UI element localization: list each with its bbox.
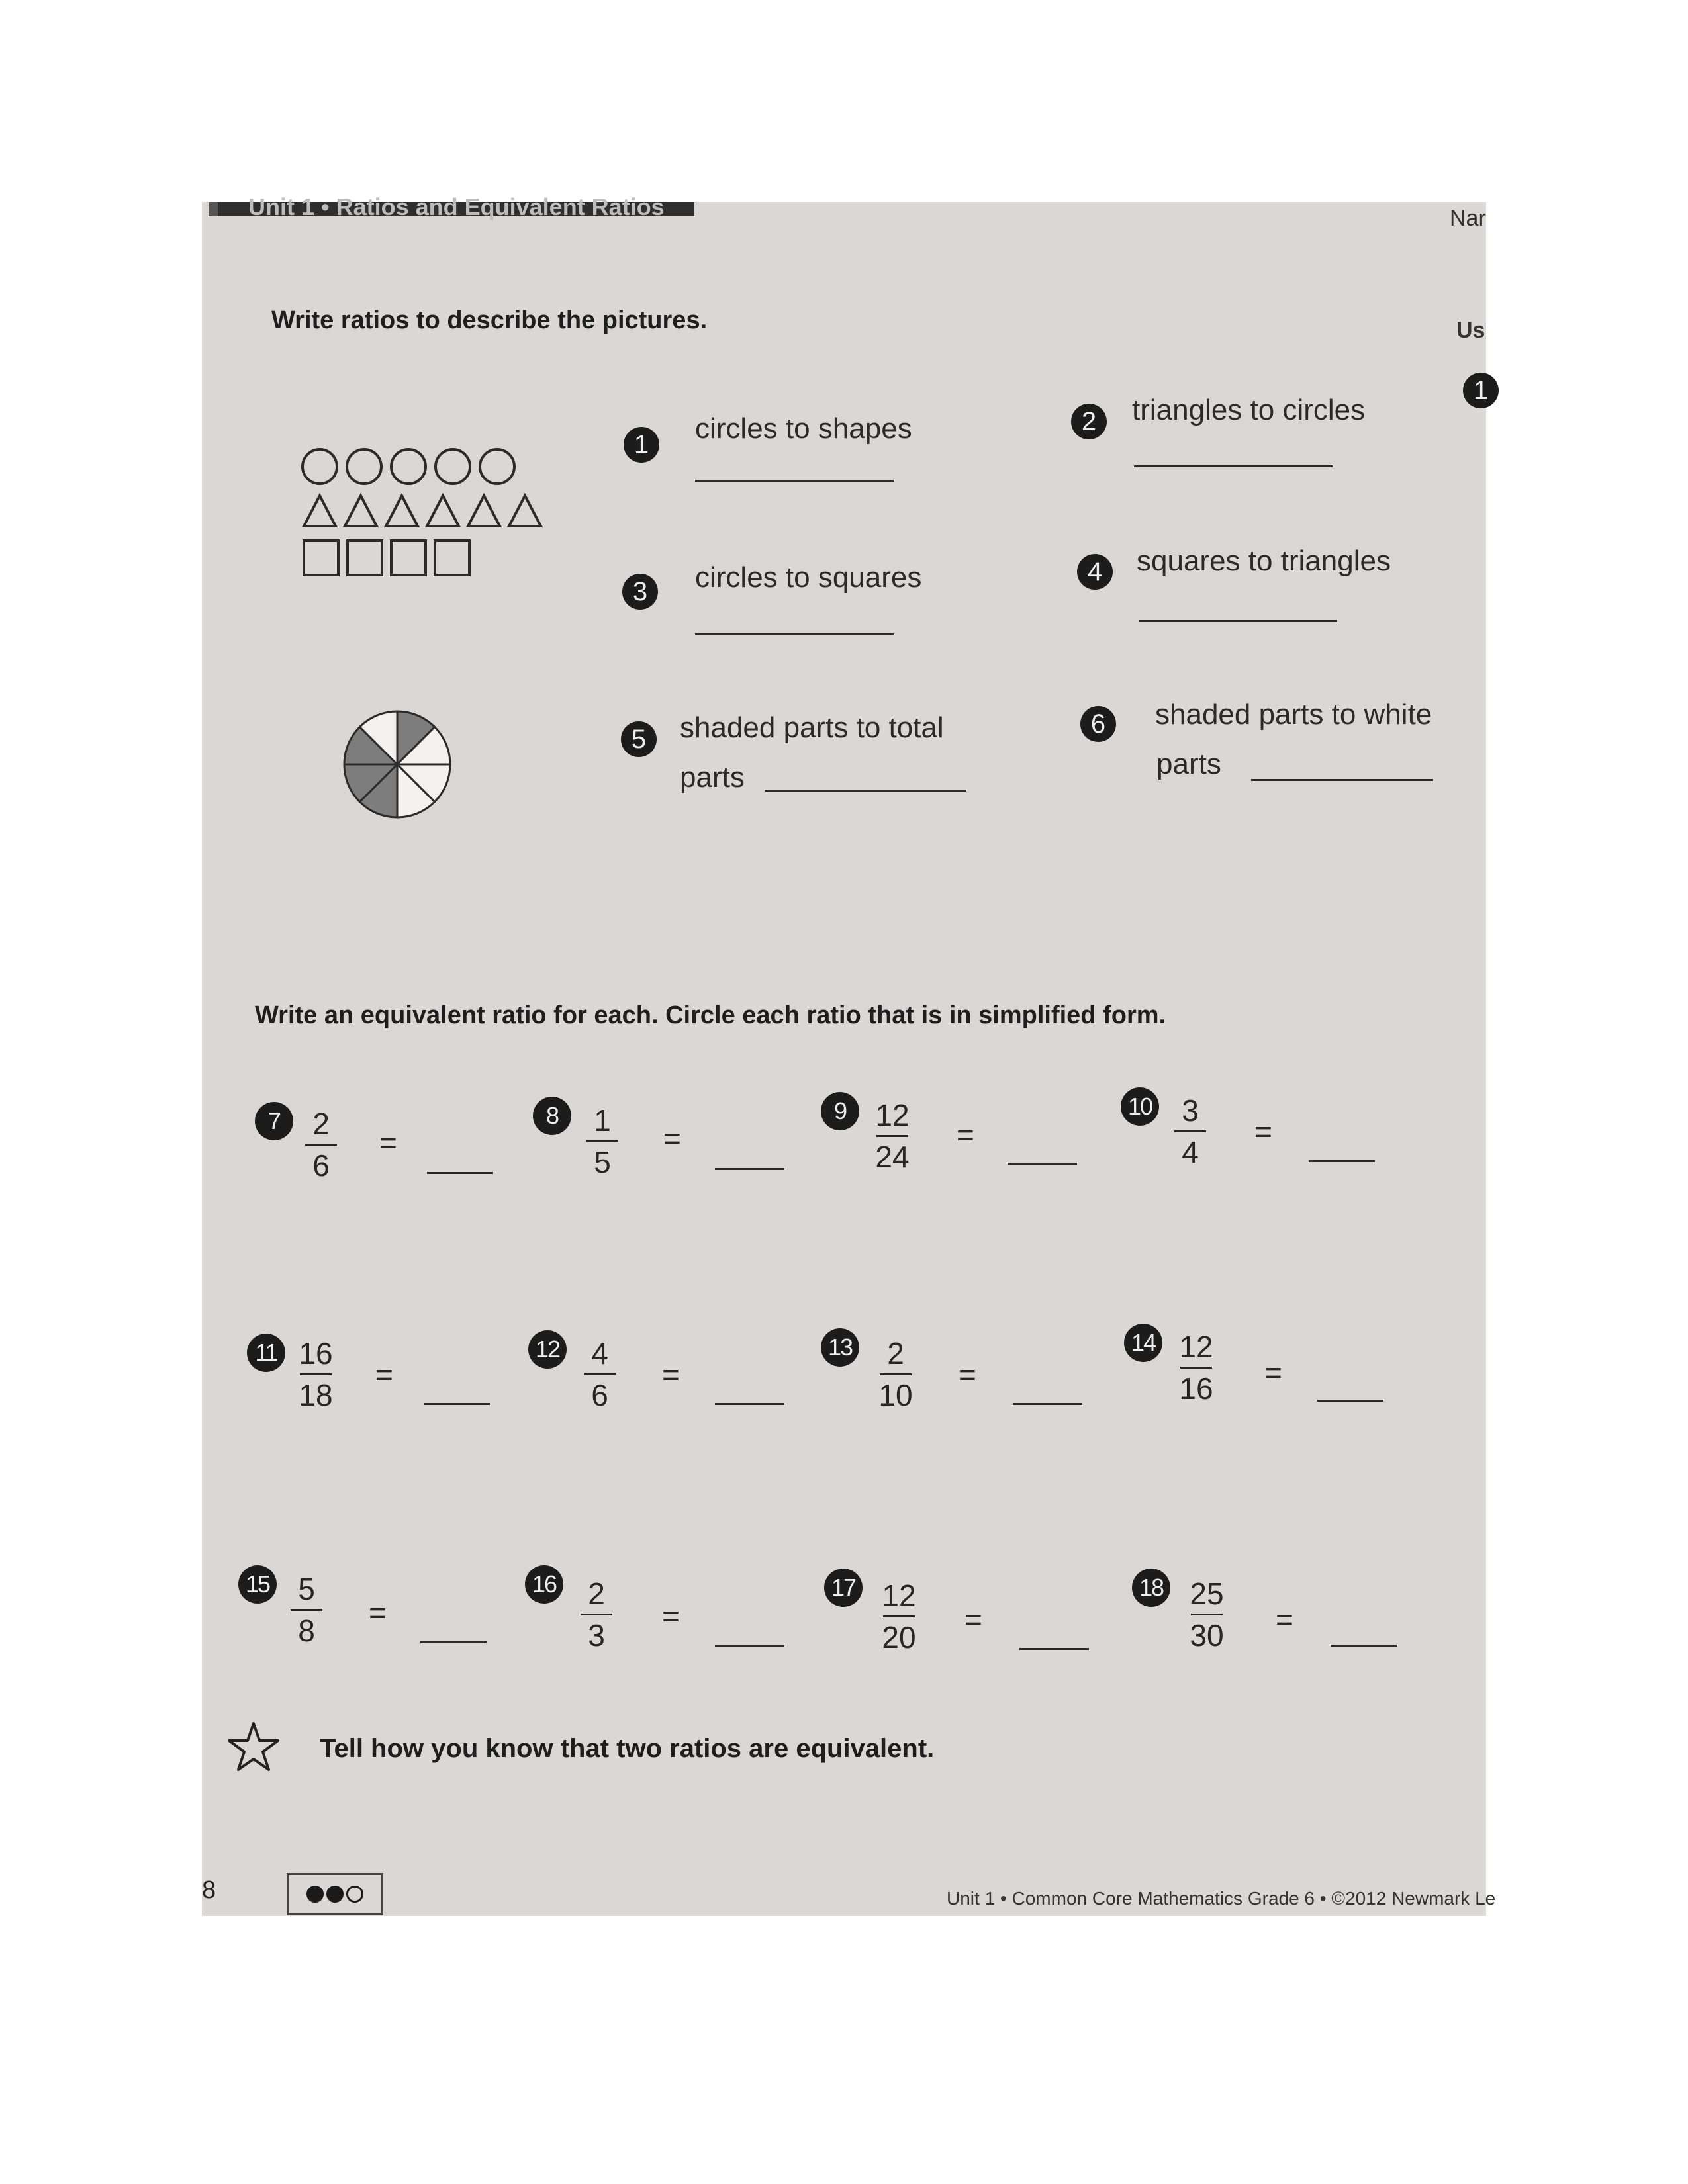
circle-shape-5 — [480, 449, 514, 484]
star-icon — [227, 1721, 280, 1774]
difficulty-dot-filled — [326, 1886, 344, 1903]
ratio-fraction[interactable] — [1180, 1575, 1233, 1654]
triangle-shape-5 — [468, 496, 500, 526]
triangle-shape-2 — [345, 496, 377, 526]
difficulty-dot-empty — [346, 1886, 363, 1903]
ratio-fraction[interactable] — [570, 1575, 623, 1654]
question-number-badge: 2 — [1071, 404, 1107, 439]
ratio-fraction[interactable] — [1170, 1328, 1223, 1407]
question-number-badge: 7 — [255, 1102, 293, 1140]
fraction-numerator: 12 — [882, 1578, 916, 1613]
question-number-badge: 13 — [821, 1328, 859, 1367]
ratio-fraction[interactable] — [295, 1105, 348, 1184]
triangle-shape-3 — [386, 496, 418, 526]
equivalent-ratio-blank[interactable] — [1309, 1160, 1375, 1162]
equals-sign: = — [662, 1599, 680, 1633]
page-number: 8 — [202, 1876, 216, 1904]
square-shape-3 — [391, 541, 426, 575]
footer-credit: Unit 1 • Common Core Mathematics Grade 6 • ©2012 Newmark Le — [947, 1888, 1496, 1909]
equivalent-ratio-blank[interactable] — [1013, 1403, 1082, 1405]
equivalent-ratio-blank[interactable] — [715, 1645, 784, 1647]
equals-sign: = — [375, 1357, 393, 1392]
shapes-picture — [301, 447, 546, 586]
ratio-fraction[interactable] — [576, 1102, 629, 1181]
question-number-badge: 3 — [622, 574, 658, 610]
equivalent-ratio-blank[interactable] — [1331, 1645, 1397, 1647]
difficulty-dot-filled — [306, 1886, 324, 1903]
question-number-badge: 5 — [621, 721, 657, 757]
fraction-bar — [1174, 1130, 1206, 1132]
fraction-numerator: 12 — [1179, 1330, 1213, 1364]
fraction-numerator: 16 — [299, 1336, 333, 1371]
circle-shape-3 — [391, 449, 426, 484]
fraction-bar — [876, 1135, 908, 1137]
question-number-badge: 4 — [1077, 554, 1113, 590]
fraction-denominator: 3 — [588, 1618, 605, 1653]
fraction-denominator: 6 — [312, 1148, 330, 1183]
equals-sign: = — [662, 1357, 680, 1392]
name-field-fragment: Nar — [1450, 206, 1486, 231]
question-number-badge: 11 — [247, 1334, 285, 1372]
fraction-bar — [880, 1373, 912, 1375]
fraction-denominator: 30 — [1190, 1618, 1224, 1653]
ratio-fraction[interactable] — [289, 1335, 342, 1414]
triangle-shape-1 — [304, 496, 336, 526]
equals-sign: = — [1264, 1355, 1282, 1390]
fraction-bar — [581, 1614, 612, 1615]
question-number-badge: 16 — [525, 1565, 563, 1604]
fraction-numerator: 2 — [588, 1576, 605, 1611]
question-2-answer-blank[interactable] — [1134, 465, 1333, 467]
question-6-answer-blank[interactable] — [1251, 779, 1433, 781]
fraction-numerator: 25 — [1190, 1576, 1224, 1611]
right-page-badge-fragment: 1 — [1463, 373, 1499, 408]
fraction-bar — [305, 1144, 337, 1146]
ratio-fraction[interactable] — [872, 1577, 925, 1656]
question-number-badge: 14 — [1124, 1324, 1162, 1362]
square-shape-2 — [348, 541, 382, 575]
ratio-fraction[interactable] — [866, 1097, 919, 1175]
fraction-denominator: 16 — [1179, 1371, 1213, 1406]
fraction-denominator: 6 — [591, 1378, 608, 1412]
fraction-numerator: 1 — [594, 1103, 611, 1138]
equals-sign: = — [1254, 1115, 1272, 1149]
equivalent-ratio-blank[interactable] — [420, 1641, 487, 1643]
equivalent-ratio-blank[interactable] — [427, 1172, 493, 1174]
ratio-fraction[interactable] — [869, 1335, 922, 1414]
fraction-bar — [1180, 1367, 1212, 1369]
question-5-prompt: shaded parts to total — [680, 711, 944, 744]
equals-sign: = — [1276, 1602, 1293, 1637]
question-number-badge: 9 — [821, 1092, 859, 1130]
question-number-badge: 8 — [533, 1097, 571, 1135]
equivalent-ratio-blank[interactable] — [1008, 1163, 1077, 1165]
fraction-bar — [584, 1373, 616, 1375]
equivalent-ratio-blank[interactable] — [715, 1403, 784, 1405]
right-page-heading-fragment: Us — [1456, 318, 1485, 343]
question-4-prompt: squares to triangles — [1137, 545, 1391, 577]
question-2-prompt: triangles to circles — [1132, 394, 1366, 426]
fraction-bar — [883, 1615, 915, 1617]
fraction-denominator: 18 — [299, 1378, 333, 1412]
question-3-prompt: circles to squares — [695, 561, 922, 594]
ratio-fraction[interactable] — [280, 1570, 333, 1649]
fraction-denominator: 20 — [882, 1620, 916, 1655]
equivalent-ratio-blank[interactable] — [1317, 1400, 1383, 1402]
fraction-denominator: 10 — [878, 1378, 913, 1412]
fraction-numerator: 3 — [1182, 1093, 1199, 1128]
fraction-denominator: 8 — [298, 1614, 315, 1648]
section1-instruction: Write ratios to describe the pictures. — [271, 306, 708, 334]
equals-sign: = — [369, 1596, 387, 1630]
square-shape-1 — [304, 541, 338, 575]
equals-sign: = — [959, 1357, 976, 1392]
fraction-numerator: 2 — [312, 1107, 330, 1141]
fraction-denominator: 24 — [875, 1140, 910, 1174]
question-number-badge: 10 — [1121, 1087, 1159, 1126]
fraction-numerator: 12 — [875, 1098, 910, 1132]
square-shape-4 — [435, 541, 469, 575]
section2-instruction: Write an equivalent ratio for each. Circle each ratio that is in simplified form. — [255, 1001, 1166, 1029]
ratio-fraction[interactable] — [1164, 1092, 1217, 1171]
fraction-numerator: 2 — [887, 1336, 904, 1371]
question-number-badge: 1 — [624, 427, 659, 463]
question-number-badge: 18 — [1132, 1569, 1170, 1607]
question-6-prompt: shaded parts to white — [1155, 698, 1432, 731]
circle-shape-2 — [347, 449, 381, 484]
equals-sign: = — [957, 1118, 974, 1152]
fraction-numerator: 4 — [591, 1336, 608, 1371]
question-6-prompt-line2: parts — [1156, 748, 1221, 780]
question-number-badge: 6 — [1080, 706, 1116, 742]
difficulty-indicator — [287, 1873, 383, 1915]
question-5-answer-blank[interactable] — [765, 790, 966, 792]
fraction-bar — [1191, 1614, 1223, 1615]
equals-sign: = — [379, 1126, 397, 1160]
equivalent-ratio-blank[interactable] — [1019, 1648, 1089, 1650]
fraction-denominator: 5 — [594, 1145, 611, 1179]
question-number-badge: 15 — [238, 1565, 277, 1604]
fraction-bar — [291, 1609, 322, 1611]
shaded-pie-picture — [338, 705, 457, 824]
fraction-numerator: 5 — [298, 1572, 315, 1606]
equals-sign: = — [964, 1602, 982, 1637]
triangle-shape-4 — [427, 496, 459, 526]
fraction-bar — [586, 1140, 618, 1142]
triangle-shape-6 — [509, 496, 541, 526]
question-1-prompt: circles to shapes — [695, 412, 912, 445]
circle-shape-4 — [436, 449, 470, 484]
unit-header-label: Unit 1 • Ratios and Equivalent Ratios — [248, 193, 665, 220]
question-1-answer-blank[interactable] — [695, 480, 894, 482]
fraction-bar — [300, 1373, 332, 1375]
question-4-answer-blank[interactable] — [1139, 620, 1337, 622]
question-5-prompt-line2: parts — [680, 761, 745, 794]
equivalent-ratio-blank[interactable] — [424, 1403, 490, 1405]
equals-sign: = — [663, 1121, 681, 1156]
circle-shape-1 — [303, 449, 337, 484]
ratio-fraction[interactable] — [573, 1335, 626, 1414]
question-number-badge: 12 — [528, 1330, 567, 1369]
equivalent-ratio-blank[interactable] — [715, 1168, 784, 1170]
question-number-badge: 17 — [824, 1569, 863, 1607]
star-prompt: Tell how you know that two ratios are equivalent. — [320, 1734, 935, 1763]
question-3-answer-blank[interactable] — [695, 633, 894, 635]
fraction-denominator: 4 — [1182, 1135, 1199, 1169]
worksheet-page — [202, 193, 1496, 1916]
